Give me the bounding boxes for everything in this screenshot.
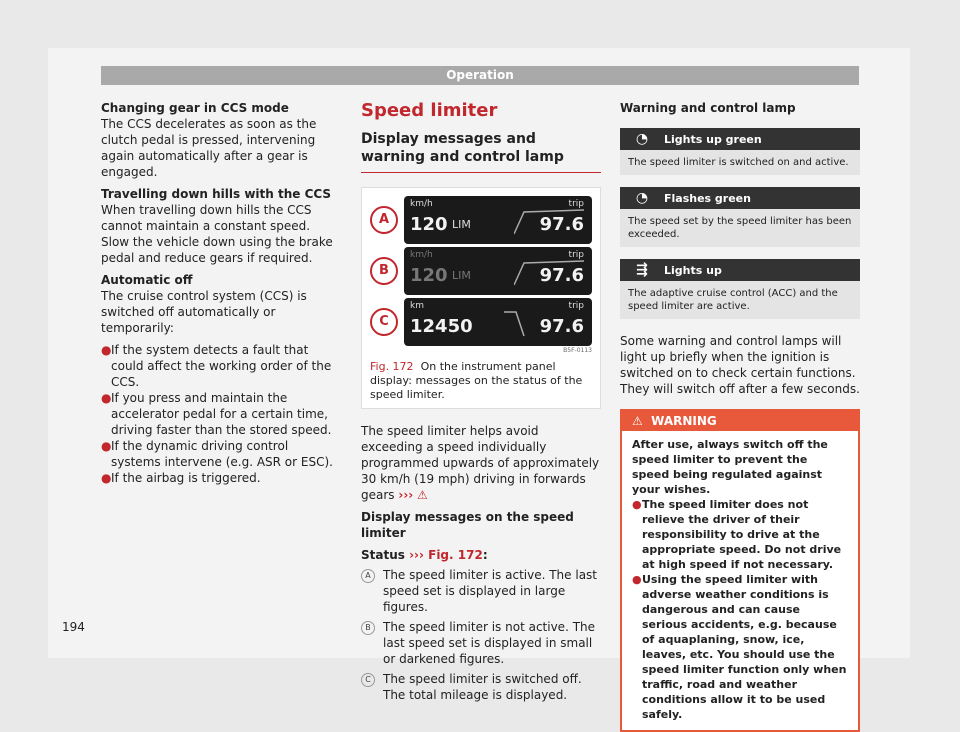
cross-ref-arrow[interactable]: ››› bbox=[398, 488, 414, 502]
lim-label: LIM bbox=[452, 218, 471, 231]
para-lamps: Some warning and control lamps will light up briefly when the ignition is switched on to check certain functions. They will switch off after a few seconds. bbox=[620, 334, 860, 396]
unit-label: km/h bbox=[410, 250, 433, 260]
display-panel bbox=[404, 247, 592, 295]
list-item: C The speed limiter is switched off. The total mileage is displayed. bbox=[361, 671, 601, 703]
figure-link[interactable]: Fig. 172 bbox=[428, 548, 483, 562]
heading-display-messages: Display messages on the speed limiter bbox=[361, 510, 574, 540]
section-header: Operation bbox=[101, 66, 859, 85]
panel-letter: C bbox=[370, 308, 398, 336]
column-left bbox=[101, 100, 337, 486]
column-right bbox=[620, 100, 860, 732]
list-item: ● If the dynamic driving control systems intervene (e.g. ASR or ESC). bbox=[101, 439, 333, 469]
column-middle bbox=[361, 100, 601, 703]
acc-icon: ⇶ bbox=[636, 262, 648, 278]
figure-number: Fig. 172 bbox=[370, 360, 414, 373]
trip-value: 97.6 bbox=[539, 316, 584, 337]
trip-label: trip bbox=[568, 301, 584, 311]
warning-header: ⚠ WARNING bbox=[622, 411, 858, 431]
warning-box bbox=[620, 409, 860, 732]
trip-label: trip bbox=[568, 199, 584, 209]
trip-label: trip bbox=[568, 250, 584, 260]
para-hills: When travelling down hills the CCS cannot maintain a constant speed. Slow the vehicle down using the brake pedal and reduce gears if required. bbox=[101, 203, 333, 265]
para-speed-limiter: The speed limiter helps avoid exceeding a speed individually programmed upwards of approximately 30 km/h (19 mph) driving in forwards gears ››› ⚠ bbox=[361, 424, 600, 502]
speed-value: 120 bbox=[410, 214, 448, 235]
warning-triangle-icon: ⚠ bbox=[632, 414, 643, 428]
mileage-value: 12450 bbox=[410, 316, 473, 337]
panel-row-a bbox=[370, 196, 592, 244]
unit-label: km bbox=[410, 301, 424, 311]
warning-intro: After use, always switch off the speed limiter to prevent the speed being regulated against your wishes. bbox=[632, 438, 828, 496]
lamp-entry: ◔ Lights up green The speed limiter is switched on and active. bbox=[620, 128, 860, 175]
list-item: ● If the airbag is triggered. bbox=[101, 471, 261, 485]
speedometer-icon: ◔ bbox=[635, 131, 649, 147]
figure-id: B5F-0113 bbox=[563, 347, 592, 354]
instrument-figure bbox=[361, 187, 601, 409]
panel-letter: B bbox=[370, 257, 398, 285]
list-item: B The speed limiter is not active. The last speed set is displayed in small or darkened figures. bbox=[361, 619, 601, 667]
para-automatic-off: The cruise control system (CCS) is switched off automatically or temporarily: bbox=[101, 289, 307, 335]
lamp-entry: ◔ Flashes green The speed set by the speed limiter has been exceeded. bbox=[620, 187, 860, 247]
section-subtitle: Display messages and warning and control lamp bbox=[361, 130, 601, 173]
figure-caption bbox=[370, 360, 592, 402]
display-panel bbox=[404, 196, 592, 244]
trip-value: 97.6 bbox=[539, 265, 584, 286]
panel-row-c bbox=[370, 298, 592, 346]
display-panel bbox=[404, 298, 592, 346]
caption-text: On the instrument panel display: messages on the status of the speed limiter. bbox=[370, 360, 583, 401]
trip-value: 97.6 bbox=[539, 214, 584, 235]
warning-triangle-icon: ⚠ bbox=[417, 488, 428, 502]
unit-label: km/h bbox=[410, 199, 433, 209]
list-item: ● Using the speed limiter with adverse weather conditions is dangerous and can cause serious accidents, e.g. because of aquaplaning, snow, ice, leaves, etc. You should use the speed limiter function only when traffic, road and weather conditions allow it to be used safely. bbox=[632, 573, 847, 721]
heading-changing-gear: Changing gear in CCS mode bbox=[101, 101, 289, 115]
status-line: Status ››› Fig. 172: bbox=[361, 548, 488, 562]
list-item: A The speed limiter is active. The last speed set is displayed in large figures. bbox=[361, 567, 601, 615]
speed-value: 120 bbox=[410, 265, 448, 286]
heading-automatic-off: Automatic off bbox=[101, 273, 193, 287]
cross-ref-arrow: ››› bbox=[409, 548, 424, 562]
lamp-entry: ⇶ Lights up The adaptive cruise control (ACC) and the speed limiter are active. bbox=[620, 259, 860, 319]
heading-hills: Travelling down hills with the CCS bbox=[101, 187, 332, 201]
list-item: ● If you press and maintain the accelerator pedal for a certain time, driving faster than the stored speed. bbox=[101, 391, 332, 437]
page-number: 194 bbox=[62, 620, 85, 634]
panel-row-b bbox=[370, 247, 592, 295]
lim-label: LIM bbox=[452, 269, 471, 282]
speedometer-icon: ◔ bbox=[635, 190, 649, 206]
list-item: ● If the system detects a fault that could affect the working order of the CCS. bbox=[101, 343, 332, 389]
para-changing-gear: The CCS decelerates as soon as the clutch pedal is pressed, intervening again automatically after a gear is engaged. bbox=[101, 117, 317, 179]
list-item: ● The speed limiter does not relieve the driver of their responsibility to drive at the appropriate speed. Do not drive at high speed if not necessary. bbox=[632, 498, 842, 571]
heading-warning-lamp: Warning and control lamp bbox=[620, 101, 796, 115]
panel-letter: A bbox=[370, 206, 398, 234]
section-title: Speed limiter bbox=[361, 100, 498, 121]
